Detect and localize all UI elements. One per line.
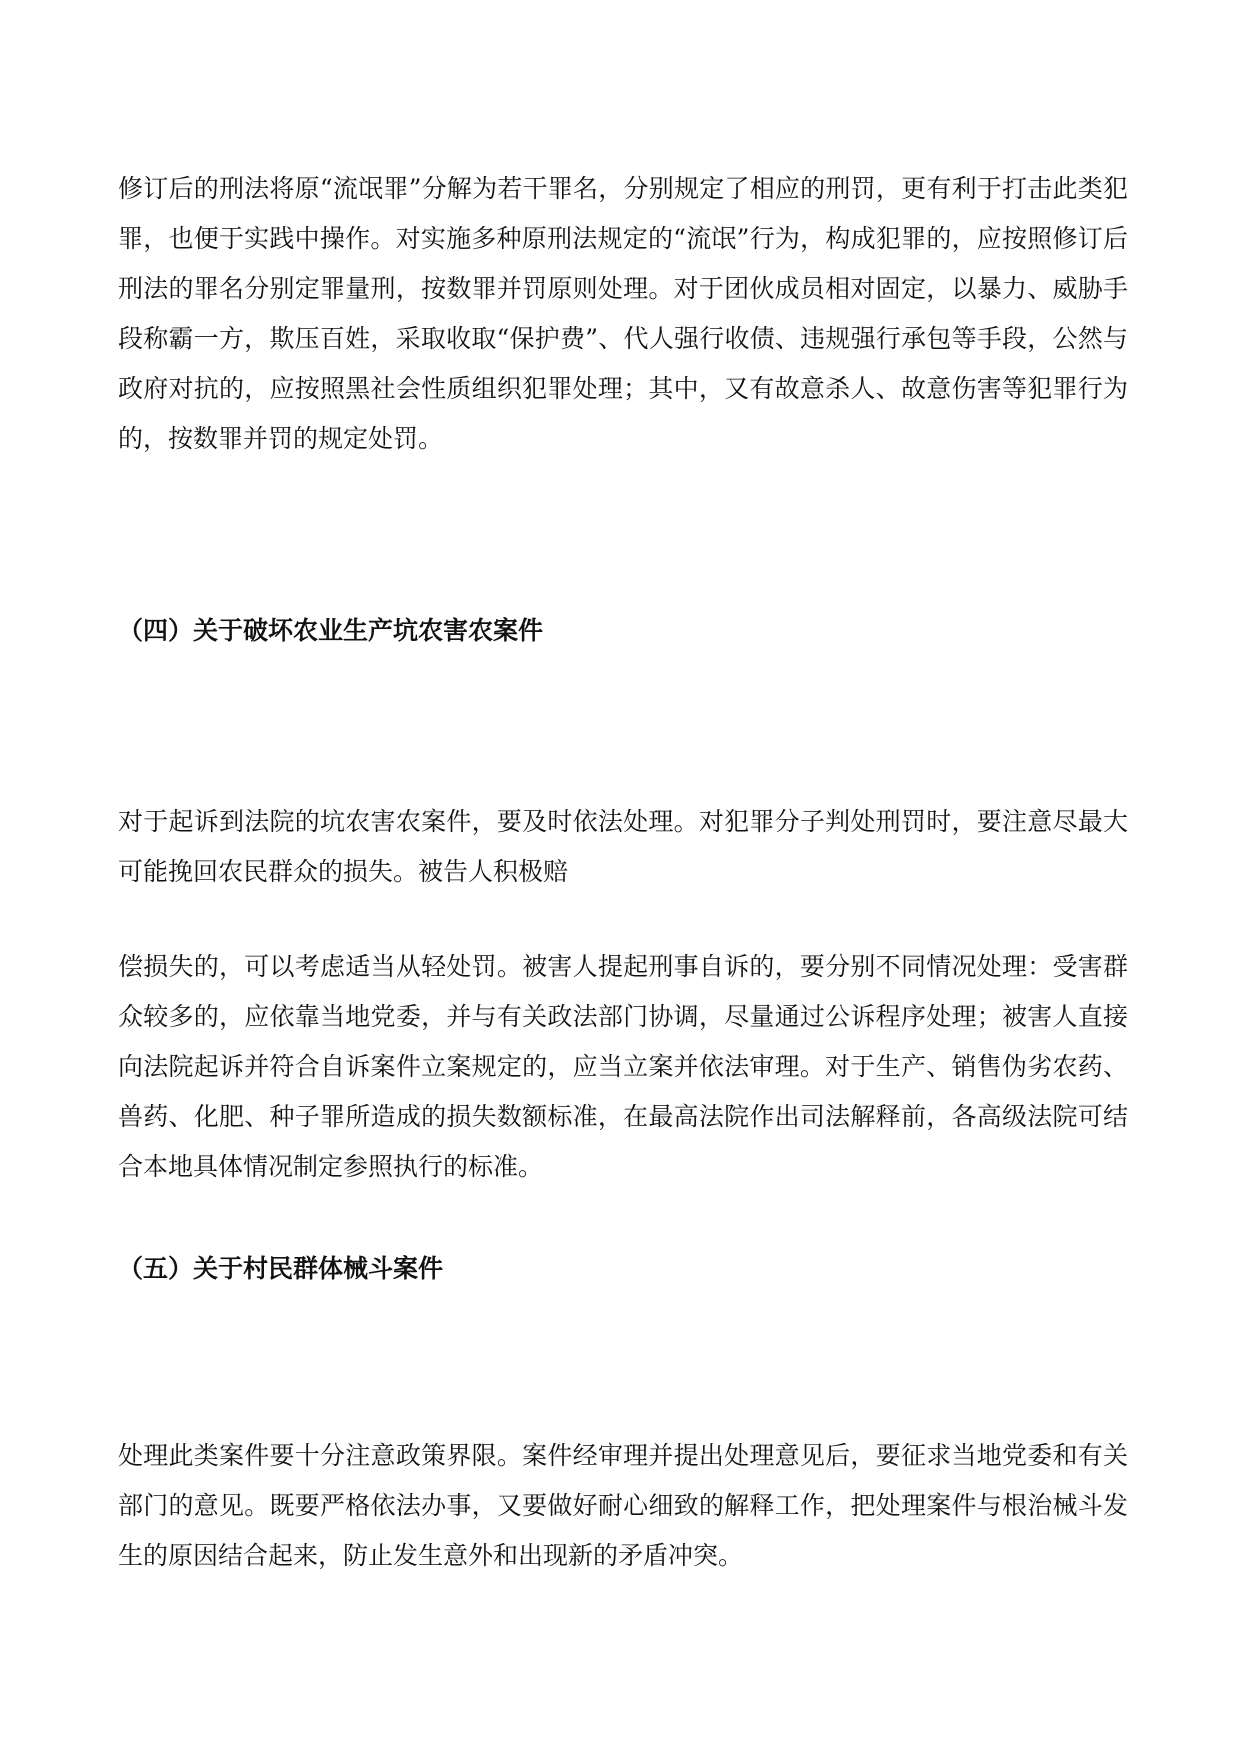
paragraph-village-fight-cases: 处理此类案件要十分注意政策界限。案件经审理并提出处理意见后，要征求当地党委和有关部门的意见。既要严格依法办事，又要做好耐心细致的解释工作，把处理案件与根治械斗发生的原因结合起来，防止发生意外和出现新的矛盾冲突。 [118, 1441, 1128, 1570]
paragraph-liumang-crimes: 修订后的刑法将原“流氓罪”分解为若干罪名，分别规定了相应的刑罚，更有利于打击此类犯罪，也便于实践中操作。对实施多种原刑法规定的“流氓”行为，构成犯罪的，应按照修订后刑法的罪名分别定罪量刑，按数罪并罚原则处理。对于团伙成员相对固定，以暴力、威胁手段称霸一方，欺压百姓，采取收取“保护费”、代人强行收债、违规强行承包等手段，公然与政府对抗的，应按照黑社会性质组织犯罪处理；其中，又有故意杀人、故意伤害等犯罪行为的，按数罪并罚的规定处罚。 [118, 174, 1128, 453]
paragraph-agriculture-cases-part2: 偿损失的，可以考虑适当从轻处罚。被害人提起刑事自诉的，要分别不同情况处理：受害群众较多的，应依靠当地党委，并与有关政法部门协调，尽量通过公诉程序处理；被害人直接向法院起诉并符合自诉案件立案规定的，应当立案并依法审理。对于生产、销售伪劣农药、兽药、化肥、种子罪所造成的损失数额标准，在最高法院作出司法解释前，各高级法院可结合本地具体情况制定参照执行的标准。 [118, 952, 1128, 1181]
section-heading-agriculture: （四）关于破坏农业生产坑农害农案件 [118, 616, 544, 645]
paragraph-agriculture-cases-part1: 对于起诉到法院的坑农害农案件，要及时依法处理。对犯罪分子判处刑罚时，要注意尽最大可能挽回农民群众的损失。被告人积极赔 [118, 807, 1128, 886]
section-heading-village-fights: （五）关于村民群体械斗案件 [118, 1254, 444, 1283]
